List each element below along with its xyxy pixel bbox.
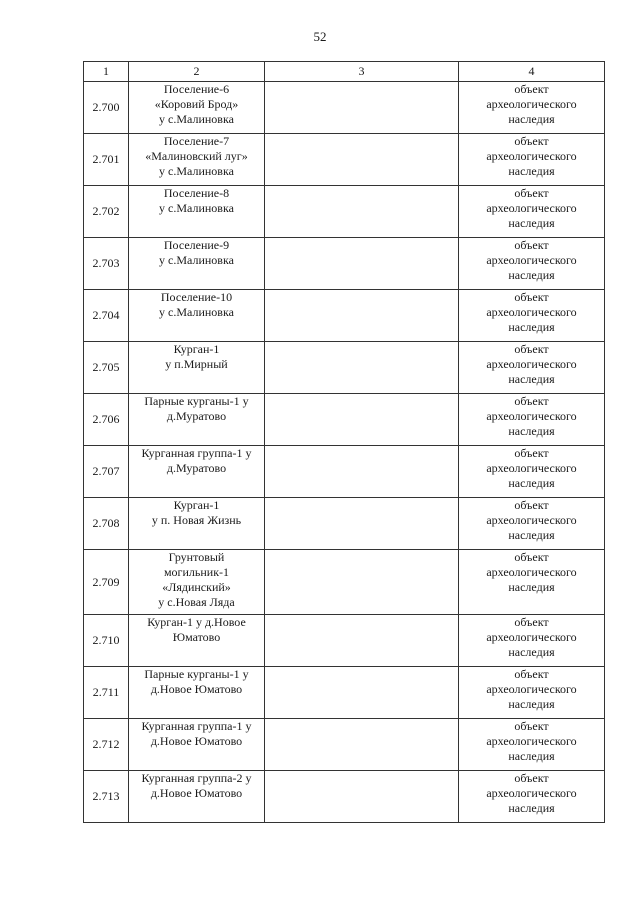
object-name-line: Курган-1 — [173, 342, 220, 356]
object-name-cell — [129, 615, 265, 667]
object-name-cell — [129, 134, 265, 186]
object-name-line: могильник-1 — [163, 565, 230, 579]
row-number: 2.706 — [84, 394, 129, 446]
object-category-line: наследия — [508, 580, 555, 594]
object-name-line: Курганная группа-1 у — [141, 446, 252, 460]
object-category-line: объект — [514, 667, 549, 681]
object-category-line: объект — [514, 771, 549, 785]
object-name-line: у с.Малиновка — [159, 253, 234, 267]
object-name-line: д.Муратово — [166, 409, 227, 423]
table-row — [84, 667, 605, 719]
table-row — [84, 394, 605, 446]
object-category-line: объект — [514, 342, 549, 356]
object-name-line: Курганная группа-2 у — [141, 771, 252, 785]
object-name-line: Курган-1 — [173, 498, 220, 512]
row-number: 2.709 — [84, 550, 129, 615]
column-number-3: 3 — [265, 62, 459, 82]
row-number: 2.703 — [84, 238, 129, 290]
object-category-cell — [459, 342, 605, 394]
object-category-line: наследия — [508, 528, 555, 542]
object-category-line: наследия — [508, 320, 555, 334]
object-category-cell — [459, 550, 605, 615]
row-number: 2.704 — [84, 290, 129, 342]
object-category-cell — [459, 498, 605, 550]
object-category-line: археологического — [486, 682, 577, 696]
object-category-line: объект — [514, 719, 549, 733]
row-number: 2.710 — [84, 615, 129, 667]
page-number: 52 — [313, 29, 327, 44]
object-category-cell — [459, 238, 605, 290]
object-name-line: Парные курганы-1 у — [144, 667, 249, 681]
object-category-line: наследия — [508, 424, 555, 438]
object-category-line: наследия — [508, 268, 555, 282]
object-name-line: у п.Мирный — [165, 357, 228, 371]
object-category-line: наследия — [508, 645, 555, 659]
object-category-line: объект — [514, 446, 549, 460]
column-3-cell — [265, 290, 459, 342]
object-category-line: наследия — [508, 749, 555, 763]
column-3-cell — [265, 186, 459, 238]
column-3-cell — [265, 498, 459, 550]
column-3-cell — [265, 446, 459, 498]
object-category-line: наследия — [508, 697, 555, 711]
object-name-line: у с.Новая Ляда — [158, 595, 235, 609]
object-name-cell — [129, 82, 265, 134]
row-number: 2.700 — [84, 82, 129, 134]
object-name-cell — [129, 498, 265, 550]
object-name-line: Поселение-6 — [163, 82, 230, 96]
table-row — [84, 446, 605, 498]
column-3-cell — [265, 550, 459, 615]
column-number-1: 1 — [84, 62, 129, 82]
object-category-cell — [459, 394, 605, 446]
object-category-line: наследия — [508, 476, 555, 490]
row-number: 2.708 — [84, 498, 129, 550]
object-name-line: Курганная группа-1 у — [141, 719, 252, 733]
object-name-cell — [129, 290, 265, 342]
column-number-4: 4 — [459, 62, 605, 82]
object-category-line: наследия — [508, 164, 555, 178]
object-category-line: археологического — [486, 786, 577, 800]
column-number-2: 2 — [129, 62, 265, 82]
object-category-line: археологического — [486, 565, 577, 579]
table-row — [84, 186, 605, 238]
object-name-cell — [129, 446, 265, 498]
object-name-line: Парные курганы-1 у — [144, 394, 249, 408]
object-category-line: объект — [514, 134, 549, 148]
table-row — [84, 771, 605, 823]
object-category-cell — [459, 615, 605, 667]
object-category-line: объект — [514, 615, 549, 629]
table-row — [84, 82, 605, 134]
object-category-line: объект — [514, 394, 549, 408]
object-name-line: Поселение-9 — [163, 238, 230, 252]
object-name-line: «Лядинский» — [162, 580, 231, 594]
table-row — [84, 550, 605, 615]
column-3-cell — [265, 342, 459, 394]
object-name-cell — [129, 667, 265, 719]
object-name-line: Грунтовый — [168, 550, 225, 564]
column-3-cell — [265, 394, 459, 446]
table-row — [84, 134, 605, 186]
object-name-cell — [129, 186, 265, 238]
object-category-line: археологического — [486, 409, 577, 423]
object-category-cell — [459, 290, 605, 342]
column-3-cell — [265, 134, 459, 186]
object-name-line: д.Новое Юматово — [150, 734, 243, 748]
object-category-line: археологического — [486, 97, 577, 111]
object-name-line: у п. Новая Жизнь — [151, 513, 242, 527]
table-row — [84, 342, 605, 394]
object-category-cell — [459, 446, 605, 498]
object-category-line: объект — [514, 290, 549, 304]
table-row — [84, 719, 605, 771]
row-number: 2.701 — [84, 134, 129, 186]
object-name-line: у с.Малиновка — [159, 112, 234, 126]
object-name-line: «Малиновский луг» — [145, 149, 248, 163]
object-category-line: объект — [514, 186, 549, 200]
table-row — [84, 498, 605, 550]
object-name-cell — [129, 771, 265, 823]
object-category-cell — [459, 719, 605, 771]
row-number: 2.707 — [84, 446, 129, 498]
object-category-line: наследия — [508, 216, 555, 230]
object-name-cell — [129, 342, 265, 394]
object-category-line: археологического — [486, 253, 577, 267]
row-number: 2.711 — [84, 667, 129, 719]
object-name-cell — [129, 394, 265, 446]
row-number: 2.702 — [84, 186, 129, 238]
object-category-cell — [459, 771, 605, 823]
object-name-line: д.Муратово — [166, 461, 227, 475]
object-category-line: объект — [514, 498, 549, 512]
object-category-line: археологического — [486, 734, 577, 748]
object-category-line: археологического — [486, 357, 577, 371]
column-3-cell — [265, 238, 459, 290]
object-category-line: наследия — [508, 112, 555, 126]
object-category-line: археологического — [486, 149, 577, 163]
object-name-line: Поселение-7 — [163, 134, 230, 148]
object-category-line: археологического — [486, 305, 577, 319]
column-3-cell — [265, 667, 459, 719]
object-name-line: Поселение-8 — [163, 186, 230, 200]
object-name-line: у с.Малиновка — [159, 305, 234, 319]
heritage-registry-table — [83, 61, 605, 823]
object-name-line: Юматово — [172, 630, 221, 644]
object-name-line: у с.Малиновка — [159, 164, 234, 178]
table-row — [84, 238, 605, 290]
column-3-cell — [265, 82, 459, 134]
column-3-cell — [265, 771, 459, 823]
object-category-cell — [459, 134, 605, 186]
column-number-row — [84, 62, 605, 82]
object-category-line: археологического — [486, 201, 577, 215]
object-name-line: Поселение-10 — [160, 290, 233, 304]
object-category-line: археологического — [486, 513, 577, 527]
object-category-line: наследия — [508, 801, 555, 815]
object-name-line: Курган-1 у д.Новое — [147, 615, 246, 629]
object-name-cell — [129, 550, 265, 615]
row-number: 2.705 — [84, 342, 129, 394]
object-name-line: д.Новое Юматово — [150, 682, 243, 696]
object-category-line: объект — [514, 82, 549, 96]
object-name-cell — [129, 719, 265, 771]
column-3-cell — [265, 615, 459, 667]
object-name-cell — [129, 238, 265, 290]
object-name-line: д.Новое Юматово — [150, 786, 243, 800]
table-row — [84, 290, 605, 342]
table-row — [84, 615, 605, 667]
object-category-cell — [459, 186, 605, 238]
object-category-line: объект — [514, 238, 549, 252]
object-category-cell — [459, 82, 605, 134]
object-name-line: «Коровий Брод» — [154, 97, 239, 111]
object-name-line: у с.Малиновка — [159, 201, 234, 215]
object-category-line: объект — [514, 550, 549, 564]
object-category-line: археологического — [486, 461, 577, 475]
column-3-cell — [265, 719, 459, 771]
object-category-line: археологического — [486, 630, 577, 644]
row-number: 2.712 — [84, 719, 129, 771]
row-number: 2.713 — [84, 771, 129, 823]
object-category-cell — [459, 667, 605, 719]
object-category-line: наследия — [508, 372, 555, 386]
